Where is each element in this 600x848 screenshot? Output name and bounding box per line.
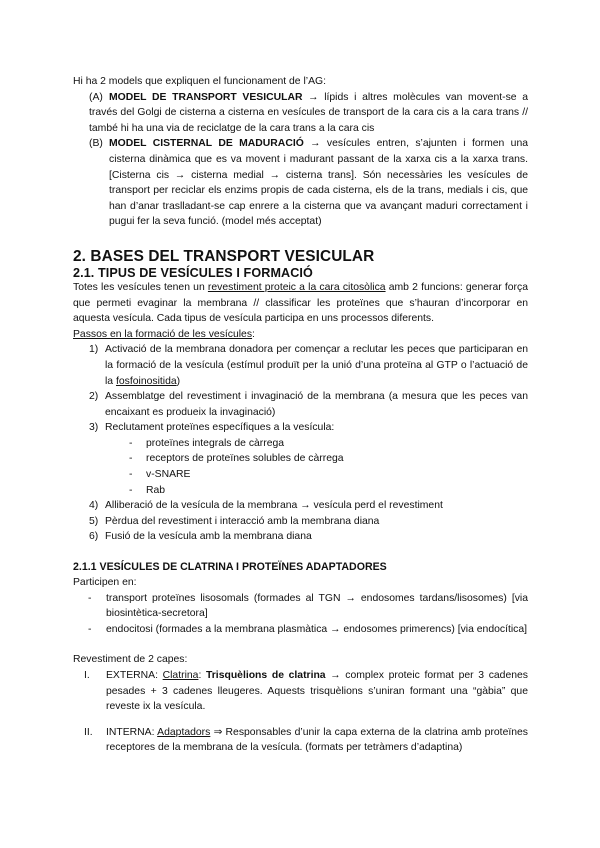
step-5 [73, 514, 528, 530]
document-page [73, 74, 528, 756]
section-2-1-1-title: 2.1.1 VESÍCULES DE CLATRINA I PROTEÏNES ADAPTADORES [73, 561, 387, 574]
participen-label: Participen en: [73, 577, 137, 589]
dash-bullet: - [88, 592, 92, 604]
dash-bullet: - [129, 484, 133, 496]
para-post: amb 2 funcions: generar força que permeti evaginar la membrana // classificar les proteïnes que s’hauran d’incorporar en aquesta vesícula. Cada tipus de vesícula participa en uns processos diferents. [73, 281, 528, 325]
participen-item-text: endocitosi (formades a la membrana plasmàtica → endosomes primerencs) [via endocítica] [106, 623, 528, 635]
section-2-1-title: 2.1. TIPUS DE VESÍCULES I FORMACIÓ [73, 265, 313, 280]
para-underlined-term: revestiment proteic a la cara citosòlica [207, 281, 386, 293]
step-number: 5) [89, 515, 99, 527]
layer-type: INTERNA: [106, 726, 158, 738]
sub-item [73, 467, 528, 483]
step-number: 6) [89, 531, 99, 543]
sub-item-text: receptors de proteïnes solubles de càrrega [146, 453, 344, 465]
model-a-label: (A) [89, 91, 103, 103]
layer-name: Adaptadors [157, 726, 211, 738]
step-text: Activació de la membrana donadora per començar a reclutar les peces que participaran en la formació de la vesícula (estímul produït per la unió d’una proteïna al GTP o l’actuació de la [105, 344, 528, 387]
sub-item-text: v-SNARE [146, 469, 191, 481]
revestiment-label: Revestiment de 2 capes: [73, 654, 188, 666]
step-number: 4) [89, 500, 99, 512]
layer-description: ⇒ Responsables d’unir la capa externa de la clatrina amb proteïnes receptores de la membrana de la vesícula. (formats per tetràmers d’adaptina) [106, 726, 528, 754]
sub-item [73, 483, 528, 499]
step-6 [73, 529, 528, 545]
layer-name: Clatrina [162, 670, 199, 681]
model-b-label: (B) [89, 138, 103, 150]
intro-line: Hi ha 2 models que expliquen el funcionament de l’AG: [73, 76, 326, 87]
sub-item-text: Rab [146, 484, 166, 496]
steps-heading-colon: : [252, 328, 255, 340]
step-3 [73, 420, 528, 436]
layer-internal [73, 725, 528, 756]
dash-bullet: - [88, 623, 92, 635]
layer-colon: : [198, 670, 206, 681]
layer-bold-term: Trisquèlions de clatrina [205, 670, 326, 681]
dash-bullet: - [129, 437, 133, 449]
step-number: 1) [89, 344, 99, 356]
roman-numeral: I. [84, 670, 90, 681]
model-b [73, 136, 528, 230]
model-a [73, 90, 528, 137]
para-pre: Totes les vesícules tenen un [73, 281, 208, 293]
participen-item-text: transport proteïnes lisosomals (formades al TGN → endosomes tardans/lisosomes) [via biosintètica-secretora] [106, 592, 528, 620]
sub-item-text: proteïnes integrals de càrrega [146, 437, 285, 449]
spacer [73, 637, 528, 652]
model-a-title: MODEL DE TRANSPORT VESICULAR [109, 91, 303, 103]
layer-type: EXTERNA: [106, 670, 163, 681]
spacer [73, 715, 528, 725]
step-text: Assemblatge del revestiment i invaginació de la membrana (a mesura que les peces van encaixant es produeix la invaginació) [105, 391, 528, 418]
step-4 [73, 498, 528, 514]
layer-description: → complex proteic format per 3 cadenes pesades + 3 cadenes lleugeres. Aquests trisquèlions s’uniran formant una “gàbia” que reveste ix la vesícula. [106, 670, 528, 713]
participen-item [73, 622, 528, 638]
step-number: 2) [89, 391, 99, 403]
step-text: Fusió de la vesícula amb la membrana diana [105, 531, 312, 543]
model-a-text: → lípids i altres molècules van movent-se a través del Golgi de cisterna a cisterna en vesícules de transport de la cara cis a la cara trans // també hi ha una via de reciclatge de la cara trans a la cara cis [89, 91, 528, 134]
step-text: Alliberació de la vesícula de la membrana → vesícula perd el revestiment [105, 500, 443, 512]
participen-item [73, 591, 528, 622]
steps-heading-text: Passos en la formació de les vesícules [73, 328, 253, 340]
step-underlined-term: fosfoinositida [115, 375, 177, 387]
section-2-1-paragraph [73, 280, 528, 327]
model-b-text: → vesícules entren, s’ajunten i formen una cisterna dinàmica que es va movent i madurant passant de la xarxa cis a la xarxa trans. [Cisterna cis → cisterna medial → cisterna trans]. Són necessàries les vesícules de transport per reciclar els enzims propis de cada cisterna, els de la trans, medials i cis, que han d’anar traslladant-se cap enrere a la cisterna que va avançant maduri correctament i pugui fer la seva funció. (model més acceptat) [109, 138, 529, 228]
step-text: Reclutament proteïnes específiques a la vesícula: [105, 422, 335, 434]
sub-item [73, 436, 528, 452]
sub-item [73, 451, 528, 467]
dash-bullet: - [129, 469, 133, 481]
roman-numeral: II. [84, 726, 93, 738]
step-text: Pèrdua del revestiment i interacció amb la membrana diana [105, 515, 380, 527]
layer-external [73, 668, 528, 715]
model-b-title: MODEL CISTERNAL DE MADURACIÓ [109, 138, 304, 150]
dash-bullet: - [129, 453, 133, 465]
section-2-title: 2. BASES DEL TRANSPORT VESICULAR [73, 247, 375, 265]
step-number: 3) [89, 422, 99, 434]
steps-heading [73, 327, 528, 343]
step-1 [73, 342, 528, 389]
step-text-end: ) [176, 375, 181, 387]
step-2 [73, 389, 528, 420]
